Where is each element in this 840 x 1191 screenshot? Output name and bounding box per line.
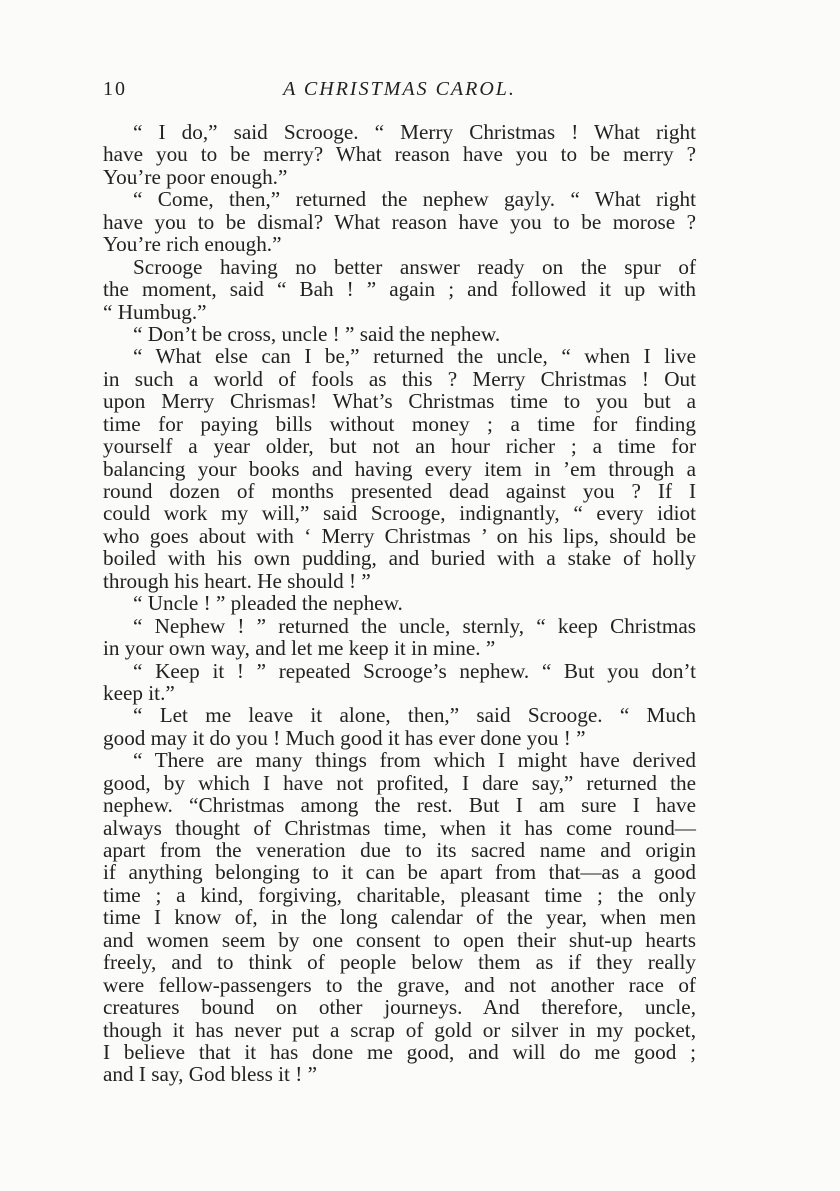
text-line: time for paying bills without money ; a time for finding xyxy=(103,411,696,436)
text-line: time I know of, in the long calendar of the year, when men xyxy=(103,905,696,930)
text-line: apart from the veneration due to its sacred name and origin xyxy=(103,838,696,862)
text-line: were fellow-passengers to the grave, and not another race of xyxy=(103,972,696,997)
text-line: in your own way, and let me keep it in mine. ” xyxy=(103,636,496,661)
text-line: round dozen of months presented dead against you ? If I xyxy=(103,479,696,503)
text-line: “ Uncle ! ” pleaded the nephew. xyxy=(133,591,403,616)
text-line: “ Nephew ! ” returned the uncle, sternly, “ keep Christmas xyxy=(133,613,696,638)
text-line: boiled with his own pudding, and buried with a stake of holly xyxy=(103,546,696,571)
text-line: Scrooge having no better answer ready on the spur of xyxy=(133,254,696,279)
text-line: “ Let me leave it alone, then,” said Scrooge. “ Much xyxy=(133,703,696,728)
text-line: You’re rich enough.” xyxy=(103,232,282,257)
text-line: and I say, God bless it ! ” xyxy=(103,1062,317,1087)
text-line: though it has never put a scrap of gold or silver in my pocket, xyxy=(103,1017,696,1042)
text-line: the moment, said “ Bah ! ” again ; and followed it up with xyxy=(103,277,696,302)
text-line: and women seem by one consent to open their shut-up hearts xyxy=(103,927,696,952)
text-line: have you to be dismal? What reason have you to be morose ? xyxy=(103,209,696,234)
text-line: You’re poor enough.” xyxy=(103,164,288,189)
text-line: upon Merry Chrismas! What’s Christmas time to you but a xyxy=(103,389,696,414)
text-line: in such a world of fools as this ? Merry Christmas ! Out xyxy=(103,366,696,391)
body-text xyxy=(103,121,696,1086)
text-line: “ Humbug.” xyxy=(103,299,207,324)
text-line: nephew. “Christmas among the rest. But I am sure I have xyxy=(103,793,696,818)
text-line: if anything belonging to it can be apart from that—as a good xyxy=(103,860,696,885)
text-line: who goes about with ‘ Merry Christmas ’ on his lips, should be xyxy=(103,523,696,548)
text-line: always thought of Christmas time, when it has come round— xyxy=(103,815,696,840)
text-line: keep it.” xyxy=(103,680,175,705)
text-line: “ Keep it ! ” repeated Scrooge’s nephew. “ But you don’t xyxy=(133,658,696,683)
text-line: “ Come, then,” returned the nephew gayly. “ What right xyxy=(133,187,696,212)
text-line: good may it do you ! Much good it has ever done you ! ” xyxy=(103,725,586,750)
text-line: balancing your books and having every item in ’em through a xyxy=(103,456,696,481)
text-line: yourself a year older, but not an hour richer ; a time for xyxy=(103,434,696,459)
text-line: good, by which I have not profited, I dare say,” returned the xyxy=(103,770,696,795)
text-line: freely, and to think of people below them as if they really xyxy=(103,950,696,975)
text-line: creatures bound on other journeys. And therefore, uncle, xyxy=(103,995,696,1020)
text-line: “ What else can I be,” returned the uncle, “ when I live xyxy=(133,344,696,369)
text-line: I believe that it has done me good, and will do me good ; xyxy=(103,1039,696,1064)
text-line: time ; a kind, forgiving, charitable, pleasant time ; the only xyxy=(103,882,696,907)
text-line: “ There are many things from which I might have derived xyxy=(133,748,696,773)
text-line: “ Don’t be cross, uncle ! ” said the nephew. xyxy=(133,321,501,346)
book-title: A CHRISTMAS CAROL. xyxy=(283,78,516,100)
text-line: have you to be merry? What reason have you to be merry ? xyxy=(103,142,696,167)
text-line: through his heart. He should ! ” xyxy=(103,568,371,593)
text-line: “ I do,” said Scrooge. “ Merry Christmas ! What right xyxy=(133,120,696,144)
page-number: 10 xyxy=(103,78,127,100)
running-head xyxy=(103,78,696,108)
text-line: could work my will,” said Scrooge, indignantly, “ every idiot xyxy=(103,501,696,526)
